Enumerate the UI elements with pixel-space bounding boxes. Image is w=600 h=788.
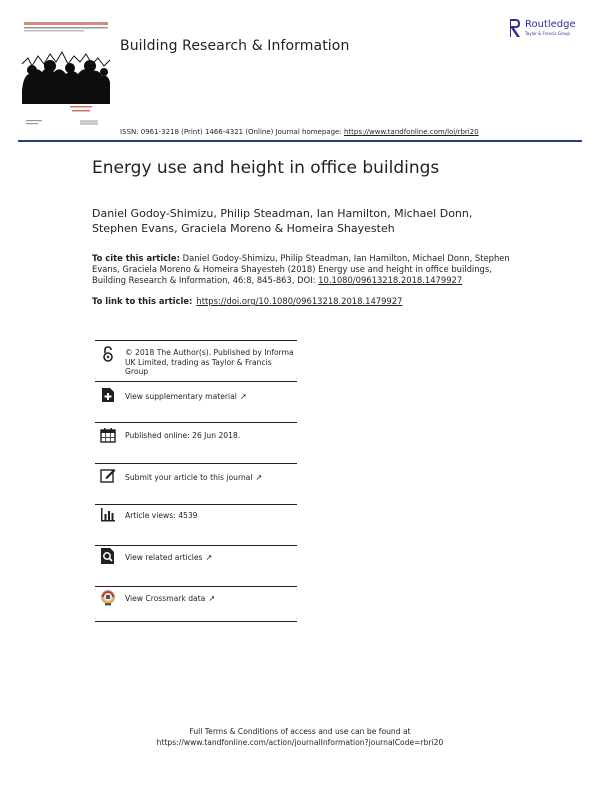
- submit-row[interactable]: [95, 464, 297, 504]
- crossmark-label[interactable]: [125, 594, 297, 604]
- related-text: View related articles: [125, 553, 203, 562]
- authors-line-1: Daniel Godoy-Shimizu, Philip Steadman, Ian Hamilton, Michael Donn,: [92, 207, 473, 220]
- external-link-icon: ↗: [239, 392, 247, 401]
- citation-text: Daniel Godoy-Shimizu, Philip Steadman, Ian Hamilton, Michael Donn, Stephen Evans, Graciela Moreno & Homeira Shayesteh (2018) Energy use and height in office buildings, Building Research & Information, 46:8, 845-863, DOI:: [92, 253, 510, 285]
- supplementary-text: View supplementary material: [125, 392, 237, 401]
- citation-label: To cite this article:: [92, 253, 180, 263]
- issn-line: [120, 128, 479, 136]
- article-title: Energy use and height in office buildings: [92, 158, 440, 178]
- external-link-icon: ↗: [255, 473, 263, 482]
- link-label: To link to this article:: [92, 296, 193, 306]
- citation-block: [92, 253, 512, 286]
- issn-text: ISSN: 0961-3218 (Print) 1466-4321 (Online) Journal homepage:: [120, 128, 342, 136]
- views-row: [95, 505, 297, 545]
- calendar-icon: [100, 427, 116, 443]
- copyright-text: © 2018 The Author(s). Published by Informa UK Limited, trading as Taylor & Francis Group: [125, 348, 294, 376]
- submit-text: Submit your article to this journal: [125, 473, 253, 482]
- open-access-icon: [100, 346, 116, 362]
- publisher-name: Routledge: [525, 19, 576, 30]
- crossmark-text: View Crossmark data: [125, 594, 206, 603]
- related-label[interactable]: [125, 553, 297, 563]
- bar-chart-icon: [100, 507, 116, 523]
- authors-line-2: Stephen Evans, Graciela Moreno & Homeira Shayesteh: [92, 222, 395, 235]
- routledge-r-icon: [508, 18, 522, 38]
- supplementary-label[interactable]: [125, 392, 297, 402]
- supplementary-icon: [100, 387, 116, 403]
- external-link-icon: ↗: [208, 594, 216, 603]
- article-link-line: [92, 296, 402, 306]
- related-row[interactable]: [95, 546, 297, 586]
- journal-cover-image: [20, 20, 112, 132]
- journal-homepage-link[interactable]: https://www.tandfonline.com/loi/rbri20: [343, 128, 479, 136]
- crossmark-icon: [100, 590, 116, 606]
- journal-title: Building Research & Information: [120, 38, 350, 54]
- published-date: Published online: 26 Jun 2018.: [125, 431, 241, 440]
- supplementary-row[interactable]: [95, 382, 297, 422]
- crossmark-row[interactable]: [95, 587, 297, 621]
- external-link-icon: ↗: [205, 553, 213, 562]
- published-row: [95, 423, 297, 463]
- submit-icon: [100, 467, 116, 483]
- publisher-tagline: Taylor & Francis Group: [525, 31, 570, 36]
- footer-url[interactable]: https://www.tandfonline.com/action/journalInformation?journalCode=rbri20: [156, 738, 444, 747]
- article-views: Article views: 4539: [125, 511, 198, 520]
- divider: [95, 621, 297, 622]
- footer: [0, 726, 600, 748]
- header-divider: [18, 140, 582, 142]
- submit-label[interactable]: [125, 473, 297, 483]
- article-authors: [92, 206, 512, 236]
- related-articles-icon: [100, 548, 116, 564]
- citation-doi-link[interactable]: 10.1080/09613218.2018.1479927: [318, 275, 463, 285]
- open-access-row: [95, 341, 297, 381]
- footer-terms: Full Terms & Conditions of access and use can be found at: [189, 727, 411, 736]
- publisher-logo: [508, 18, 588, 40]
- article-doi-url[interactable]: https://doi.org/10.1080/09613218.2018.1479927: [196, 296, 403, 306]
